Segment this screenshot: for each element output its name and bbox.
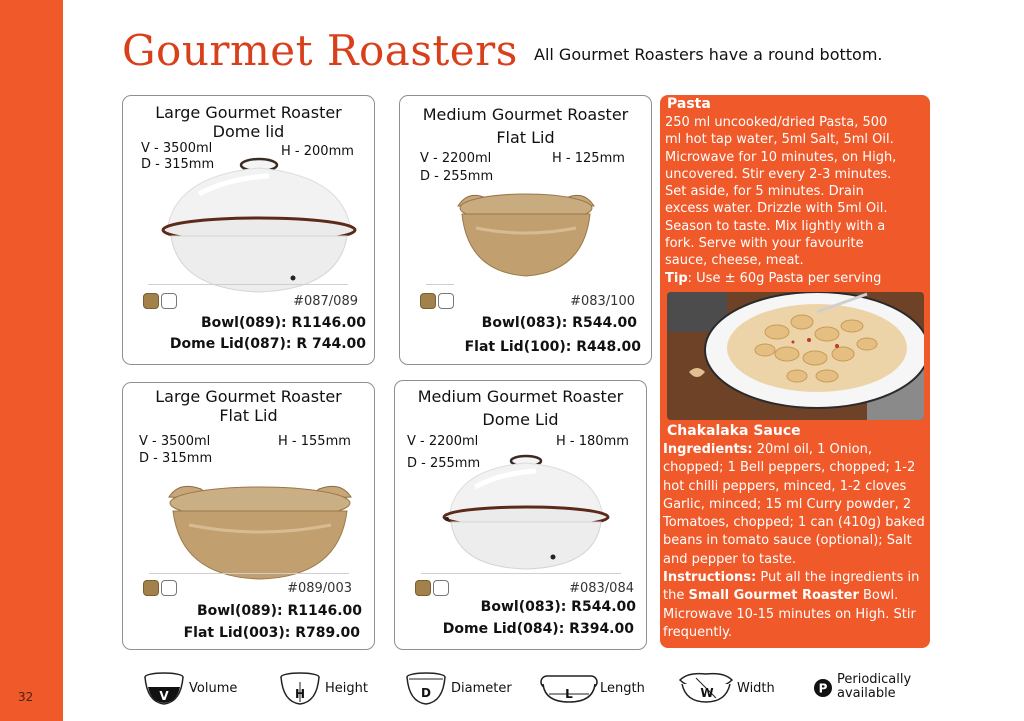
recipe-panel <box>660 95 930 648</box>
pasta-photo <box>667 292 924 420</box>
height-spec: H - 200mm <box>281 144 354 159</box>
brown-swatch <box>420 293 436 309</box>
legend-label-line2: available <box>837 686 896 701</box>
volume-value: 3500ml <box>162 141 213 156</box>
shadow-line <box>148 284 348 285</box>
ingredients-line: Garlic, minced; 15 ml Curry powder, 2 <box>663 496 912 512</box>
spec-label-h: H <box>552 151 562 166</box>
spec-label-v: V <box>407 434 416 449</box>
legend-height <box>279 670 368 706</box>
spec-label-v: V <box>420 151 429 166</box>
product-name <box>123 387 374 425</box>
shadow-line <box>426 284 454 285</box>
ingredients-line <box>663 441 927 459</box>
spec-label-d: D <box>420 169 431 184</box>
product-name <box>395 385 646 431</box>
height-value: 180mm <box>578 434 629 449</box>
dome-roaster-image <box>159 154 359 294</box>
volume-icon <box>143 670 185 706</box>
tip-text: : Use ± 60g Pasta per serving <box>687 270 882 286</box>
product-name-line2: Flat Lid <box>219 406 278 425</box>
spec-label-v: V <box>139 434 148 449</box>
color-swatches <box>420 293 454 309</box>
height-icon <box>279 670 321 706</box>
side-color-bar <box>0 0 63 721</box>
brown-swatch <box>415 580 431 596</box>
pasta-instructions <box>665 114 929 287</box>
chakalaka-recipe <box>663 441 927 642</box>
legend-letter: W <box>700 686 714 700</box>
instructions-line: frequently. <box>663 624 733 640</box>
color-swatches <box>415 580 449 596</box>
legend-letter: D <box>421 686 431 700</box>
white-swatch <box>433 580 449 596</box>
ingredients-line: beans in tomato sauce (optional); Salt <box>663 533 912 549</box>
legend-diameter <box>405 670 512 706</box>
spec-label-h: H <box>281 144 291 159</box>
product-name-line2: Dome Lid <box>482 410 559 429</box>
white-swatch <box>161 580 177 596</box>
diameter-value: 315mm <box>161 451 213 466</box>
ingredients-line: hot chilli peppers, minced, 1-2 cloves <box>663 478 907 494</box>
brown-swatch <box>143 580 159 596</box>
white-swatch <box>161 293 177 309</box>
width-icon <box>676 670 736 706</box>
spec-label-v: V <box>141 141 150 156</box>
height-spec: H - 125mm <box>552 151 625 166</box>
spec-label-h: H <box>556 434 566 449</box>
product-code: #083/100 <box>570 294 635 309</box>
price-bowl: Bowl(089): R1146.00 <box>200 315 366 331</box>
dome-roaster-image <box>441 453 611 571</box>
spec-label-d: D <box>141 157 152 172</box>
product-name-line2: Flat Lid <box>496 128 555 147</box>
pasta-line: 250 ml uncooked/dried Pasta, 500 <box>665 115 888 130</box>
legend-label-line1: Periodically <box>837 672 912 687</box>
pasta-line: sauce, cheese, meat. <box>665 253 804 269</box>
height-spec: H - 180mm <box>556 434 629 449</box>
volume-spec: V - 3500ml <box>141 141 213 156</box>
pasta-tip <box>665 270 929 287</box>
diameter-spec: D - 315mm <box>141 157 215 172</box>
ingredients-label: Ingredients: <box>663 442 753 457</box>
price-lid: Flat Lid(003): R789.00 <box>183 625 360 641</box>
instructions-line <box>663 569 927 587</box>
product-code: #089/003 <box>287 581 352 596</box>
ingredients-line: and pepper to taste. <box>663 551 797 567</box>
chakalaka-heading: Chakalaka Sauce <box>667 423 801 439</box>
shadow-line <box>149 573 349 574</box>
page-subtitle: All Gourmet Roasters have a round bottom. <box>534 45 883 64</box>
flat-roaster-image <box>165 477 355 581</box>
ingredients-line: Tomatoes, chopped; 1 can (410g) baked <box>663 515 925 531</box>
product-code: #083/084 <box>569 581 634 596</box>
volume-value: 2200ml <box>428 434 479 449</box>
height-value: 125mm <box>574 151 625 166</box>
product-card-large-flat[interactable] <box>122 382 375 650</box>
pasta-line: Microwave for 10 minutes, on High, <box>665 149 897 165</box>
instructions-line <box>663 587 927 605</box>
flat-roaster-image <box>456 184 596 279</box>
spec-label-d: D <box>407 456 418 471</box>
ingredients-line: chopped; 1 Bell peppers, chopped; 1-2 <box>663 460 916 476</box>
product-card-large-dome[interactable] <box>122 95 375 365</box>
instructions-text: Bowl. <box>858 588 899 604</box>
legend-label: Length <box>600 681 645 696</box>
pasta-line: Season to taste. Mix lightly with a <box>665 218 886 234</box>
spec-label-h: H <box>278 434 288 449</box>
legend-length <box>539 670 645 706</box>
diameter-spec: D - 315mm <box>139 451 213 466</box>
legend-letter: V <box>159 689 169 703</box>
product-code: #087/089 <box>293 294 358 309</box>
color-swatches <box>143 293 177 309</box>
dimension-legend <box>0 670 1024 710</box>
price-bowl: Bowl(083): R544.00 <box>480 599 636 615</box>
page-number: 32 <box>18 690 34 704</box>
height-value: 155mm <box>300 434 351 449</box>
shadow-line <box>421 573 621 574</box>
pasta-line: uncovered. Stir every 2-3 minutes. <box>665 166 892 182</box>
product-name <box>123 103 374 141</box>
pasta-line: ml hot tap water, 5ml Salt, 5ml Oil. <box>665 132 894 148</box>
brown-swatch <box>143 293 159 309</box>
price-bowl: Bowl(083): R544.00 <box>481 315 637 331</box>
pasta-heading: Pasta <box>667 96 711 112</box>
product-name-line1: Medium Gourmet Roaster <box>422 105 629 124</box>
periodically-available-icon <box>813 670 833 706</box>
ingredients-text: 20ml oil, 1 Onion, <box>752 442 872 457</box>
legend-label: Height <box>325 681 368 696</box>
product-name-line1: Medium Gourmet Roaster <box>417 387 624 406</box>
price-lid: Dome Lid(084): R394.00 <box>442 621 634 637</box>
diameter-icon <box>405 670 447 706</box>
legend-label <box>837 673 911 701</box>
volume-value: 2200ml <box>441 151 492 166</box>
pasta-line: excess water. Drizzle with 5ml Oil. <box>665 201 888 217</box>
product-name-line2: Dome lid <box>212 122 285 141</box>
instructions-bold: Small Gourmet Roaster <box>688 588 859 604</box>
legend-label: Volume <box>189 681 238 696</box>
diameter-value: 255mm <box>429 456 481 471</box>
height-spec: H - 155mm <box>278 434 351 449</box>
white-swatch <box>438 293 454 309</box>
volume-spec: V - 2200ml <box>407 434 479 449</box>
spec-label-d: D <box>139 451 150 466</box>
price-lid: Dome Lid(087): R 744.00 <box>169 336 366 352</box>
legend-width <box>676 670 775 706</box>
pasta-line: Set aside, for 5 minutes. Drain <box>665 184 864 200</box>
length-icon <box>539 670 599 706</box>
volume-value: 3500ml <box>160 434 211 449</box>
diameter-spec: D - 255mm <box>407 456 481 471</box>
legend-periodic <box>813 670 912 706</box>
volume-spec: V - 2200ml <box>420 151 492 166</box>
diameter-value: 315mm <box>163 157 215 172</box>
legend-label: Width <box>737 681 775 696</box>
page-title: Gourmet Roasters <box>122 26 518 75</box>
instructions-label: Instructions: <box>663 570 757 586</box>
legend-letter: L <box>565 687 573 701</box>
price-bowl: Bowl(089): R1146.00 <box>196 603 362 619</box>
tip-label: Tip <box>665 270 688 286</box>
diameter-value: 255mm <box>442 169 494 184</box>
legend-letter: H <box>294 687 306 701</box>
legend-letter: P <box>818 681 828 696</box>
legend-volume <box>143 670 238 706</box>
price-lid: Flat Lid(100): R448.00 <box>464 339 641 355</box>
color-swatches <box>143 580 177 596</box>
instructions-line: Microwave 10-15 minutes on High. Stir <box>663 606 916 622</box>
height-value: 200mm <box>303 144 354 159</box>
product-card-medium-flat[interactable] <box>399 95 652 365</box>
product-card-medium-dome[interactable] <box>394 380 647 650</box>
instructions-text: the <box>663 588 689 604</box>
product-name <box>400 103 651 149</box>
diameter-spec: D - 255mm <box>420 169 494 184</box>
pasta-line: fork. Serve with your favourite <box>665 236 864 252</box>
legend-label: Diameter <box>451 681 512 696</box>
product-name-line1: Large Gourmet Roaster <box>155 103 342 122</box>
product-name-line1: Large Gourmet Roaster <box>155 387 342 406</box>
volume-spec: V - 3500ml <box>139 434 211 449</box>
instructions-text: Put all the ingredients in <box>756 570 920 586</box>
